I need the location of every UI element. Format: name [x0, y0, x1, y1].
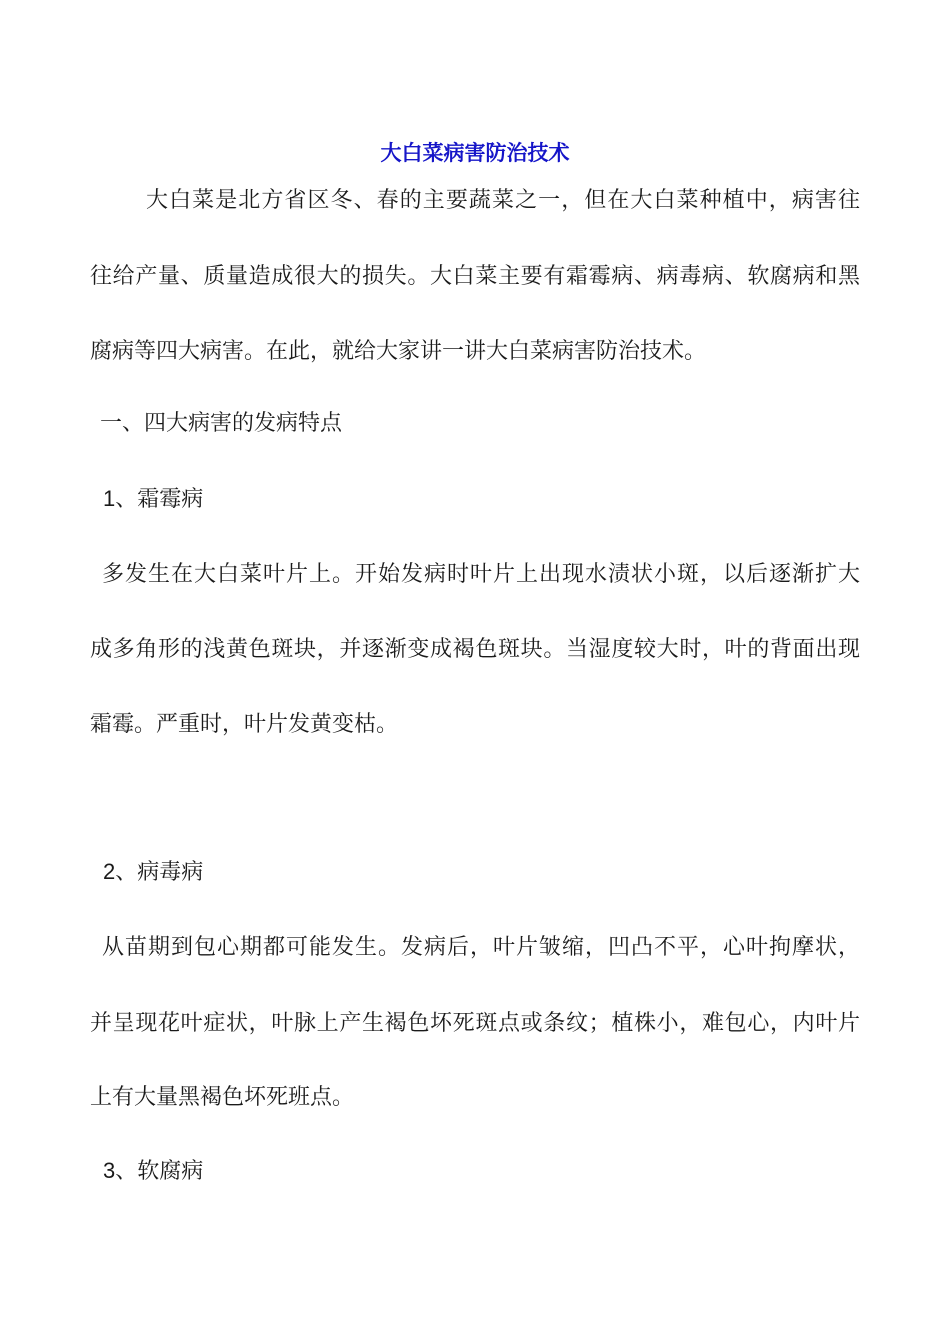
disease1-line-1: 多发生在大白菜叶片上。开始发病时叶片上出现水渍状小斑，以后逐渐扩大 — [102, 562, 860, 587]
disease-number-1: 1 — [103, 486, 116, 511]
section-heading-1: 一、四大病害的发病特点 — [100, 411, 343, 436]
disease-heading-2 — [103, 857, 873, 888]
disease1-line-2: 成多角形的浅黄色斑块，并逐渐变成褐色斑块。当湿度较大时，叶的背面出现 — [90, 637, 860, 662]
document-title: 大白菜病害防治技术 — [380, 141, 570, 165]
disease-name-1: 、霜霉病 — [115, 487, 204, 512]
disease-name-3: 、软腐病 — [115, 1159, 204, 1184]
disease1-line-3: 霜霉。严重时，叶片发黄变枯。 — [90, 712, 399, 737]
intro-line-1: 大白菜是北方省区冬、春的主要蔬菜之一，但在大白菜种植中，病害往 — [146, 188, 860, 213]
disease-heading-3 — [103, 1156, 873, 1187]
intro-line-3: 腐病等四大病害。在此，就给大家讲一讲大白菜病害防治技术。 — [90, 339, 707, 364]
disease2-line-2: 并呈现花叶症状，叶脉上产生褐色坏死斑点或条纹；植株小，难包心，内叶片 — [90, 1011, 860, 1036]
intro-line-2: 往给产量、质量造成很大的损失。大白菜主要有霜霉病、病毒病、软腐病和黑 — [90, 264, 860, 289]
disease2-line-1: 从苗期到包心期都可能发生。发病后，叶片皱缩，凹凸不平，心叶拘摩状， — [102, 935, 860, 960]
disease-name-2: 、病毒病 — [115, 860, 204, 885]
disease-number-2: 2 — [103, 859, 116, 884]
disease-number-3: 3 — [103, 1158, 116, 1183]
disease2-line-3: 上有大量黑褐色坏死班点。 — [90, 1085, 355, 1110]
disease-heading-1 — [103, 484, 873, 515]
